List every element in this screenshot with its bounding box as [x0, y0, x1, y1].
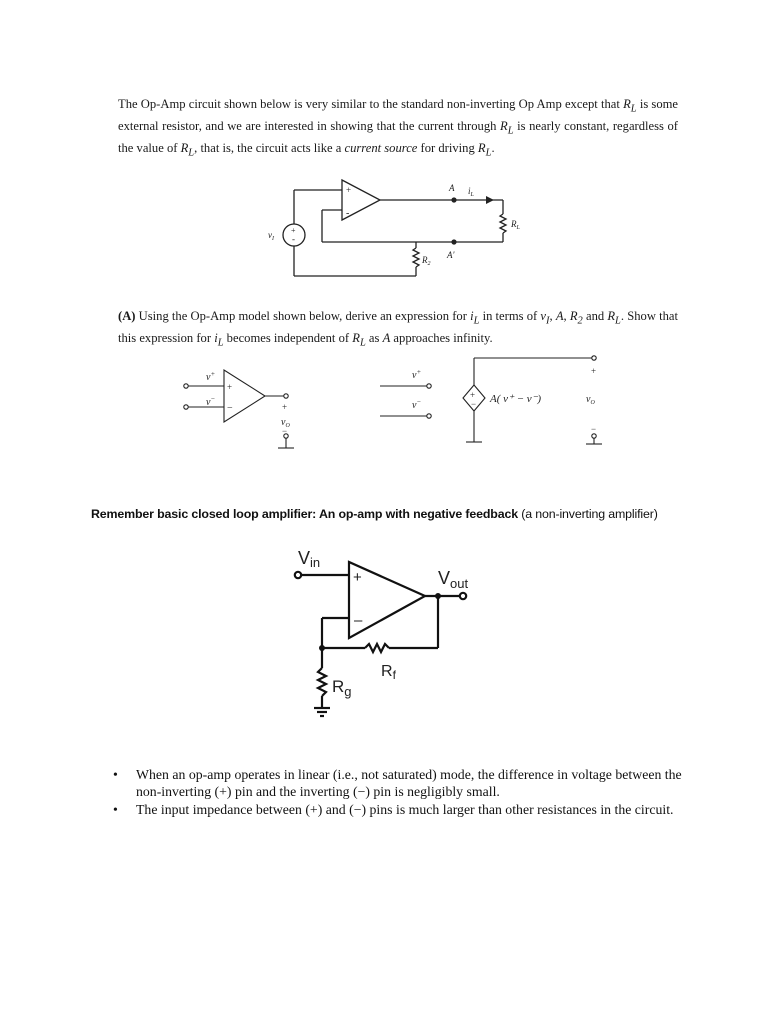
current-arrow-icon [486, 196, 494, 204]
source-minus-label: − [471, 399, 477, 409]
node-a-prime-label: A' [447, 250, 455, 260]
rf-label: Rf [381, 663, 396, 682]
source-minus-label: - [292, 234, 295, 244]
figure-non-inverting-amplifier [292, 544, 492, 724]
vo-label: $v_O$ [281, 417, 290, 429]
symbol-rl: $R_L$ [352, 331, 366, 349]
symbol-il: $i_L$ [214, 331, 224, 349]
vplus-label: v+ [412, 368, 422, 381]
output-junction-dot [435, 593, 441, 599]
key-points-list [108, 766, 690, 819]
intro-text: for driving [417, 141, 478, 156]
vminus-label: v− [412, 398, 422, 411]
node-a-prime-dot [451, 239, 456, 244]
vo-label: $v_O$ [586, 394, 595, 406]
source-label: $v_I$ [268, 230, 274, 242]
opamp-minus-label: - [346, 208, 350, 219]
intro-text: The Op-Amp circuit shown below is very similar to the standard non-inverting Op Amp except that [118, 97, 624, 111]
symbol-a: A [555, 309, 564, 323]
list-item: • The input impedance between (+) and (−) pins is much larger than other resistances in the circuit. [113, 802, 674, 817]
intro-text: is some external resistor, and we are interested in showing that the current through [118, 97, 678, 134]
symbol-vi: $v_I$ [540, 309, 550, 327]
opamp-plus-label: + [227, 382, 233, 392]
vo-plus-label: + [591, 366, 597, 376]
figure-opamp-model [180, 356, 610, 456]
vout-label: $V_{out}$ [438, 568, 469, 591]
intro-text: , that is, the circuit acts like a [194, 141, 345, 156]
gain-expression: A( v⁺ − v⁻) [490, 393, 542, 405]
source-plus-label: + [470, 390, 476, 400]
feedback-junction-dot [319, 645, 325, 651]
vminus-label: v− [206, 395, 216, 408]
source-plus-label: + [291, 226, 296, 235]
symbol-r2: $R_2$ [569, 309, 583, 327]
r2-label: $R_2$ [422, 255, 431, 267]
vin-label: Vin [298, 548, 321, 570]
current-label: $i_L$ [468, 186, 474, 198]
symbol-rl: $R_L$ [623, 97, 637, 115]
rg-label: $R_g$ [332, 677, 352, 699]
vo-minus-label: − [282, 426, 288, 436]
bullet-icon: • [113, 767, 118, 782]
part-a-paragraph: (A) Using the Op-Amp model shown below, derive an expression for $i_L$ in terms of $v_I$, A, $R_2$ and $R_L$. Show that this expression for $i_L$ becomes independent of $R_L$ as A approaches infinity. [118, 309, 678, 349]
vo-plus-label: + [282, 402, 288, 412]
bullet-icon: • [113, 802, 118, 817]
symbol-rl: $R_L$ [477, 141, 492, 159]
figure-current-source-circuit [258, 176, 538, 286]
symbol-a: A [382, 331, 391, 346]
opamp-plus-label: + [353, 569, 362, 586]
part-a-label: (A) [118, 309, 136, 323]
intro-text: is nearly constant, regardless of the value of [118, 119, 678, 156]
node-a-label: A [449, 183, 455, 193]
symbol-rl: $R_L$ [180, 141, 195, 159]
vplus-label: v+ [206, 370, 216, 383]
opamp-minus-label: – [354, 612, 363, 629]
vo-minus-label: − [591, 424, 597, 434]
list-item: • When an op-amp operates in linear (i.e., not saturated) mode, the difference in voltage between the non-inverting (+) pin and the inverting (−) pin is negligibly small. [113, 767, 682, 799]
opamp-plus-label: + [346, 185, 352, 195]
node-a-dot [451, 197, 456, 202]
symbol-rl: $R_L$ [607, 309, 621, 327]
symbol-rl: $R_L$ [500, 119, 514, 137]
opamp-symbol [224, 370, 265, 422]
intro-paragraph: The Op-Amp circuit shown below is very similar to the standard non-inverting Op Amp except that $R_L$ is some external resistor, and we are interested in showing that the current through $R_L$ is nearly constant, regardless of the value of $R_L$, that is, the circuit acts like a current source for driving $R_L$. [118, 97, 678, 159]
opamp-minus-label: − [227, 403, 233, 414]
emphasis-current-source: current source [344, 141, 418, 156]
load-label: $R_L$ [511, 219, 520, 231]
symbol-il: $i_L$ [470, 309, 480, 327]
section-heading: Remember basic closed loop amplifier: An op-amp with negative feedback (a non-inverting amplifier) [91, 507, 658, 521]
